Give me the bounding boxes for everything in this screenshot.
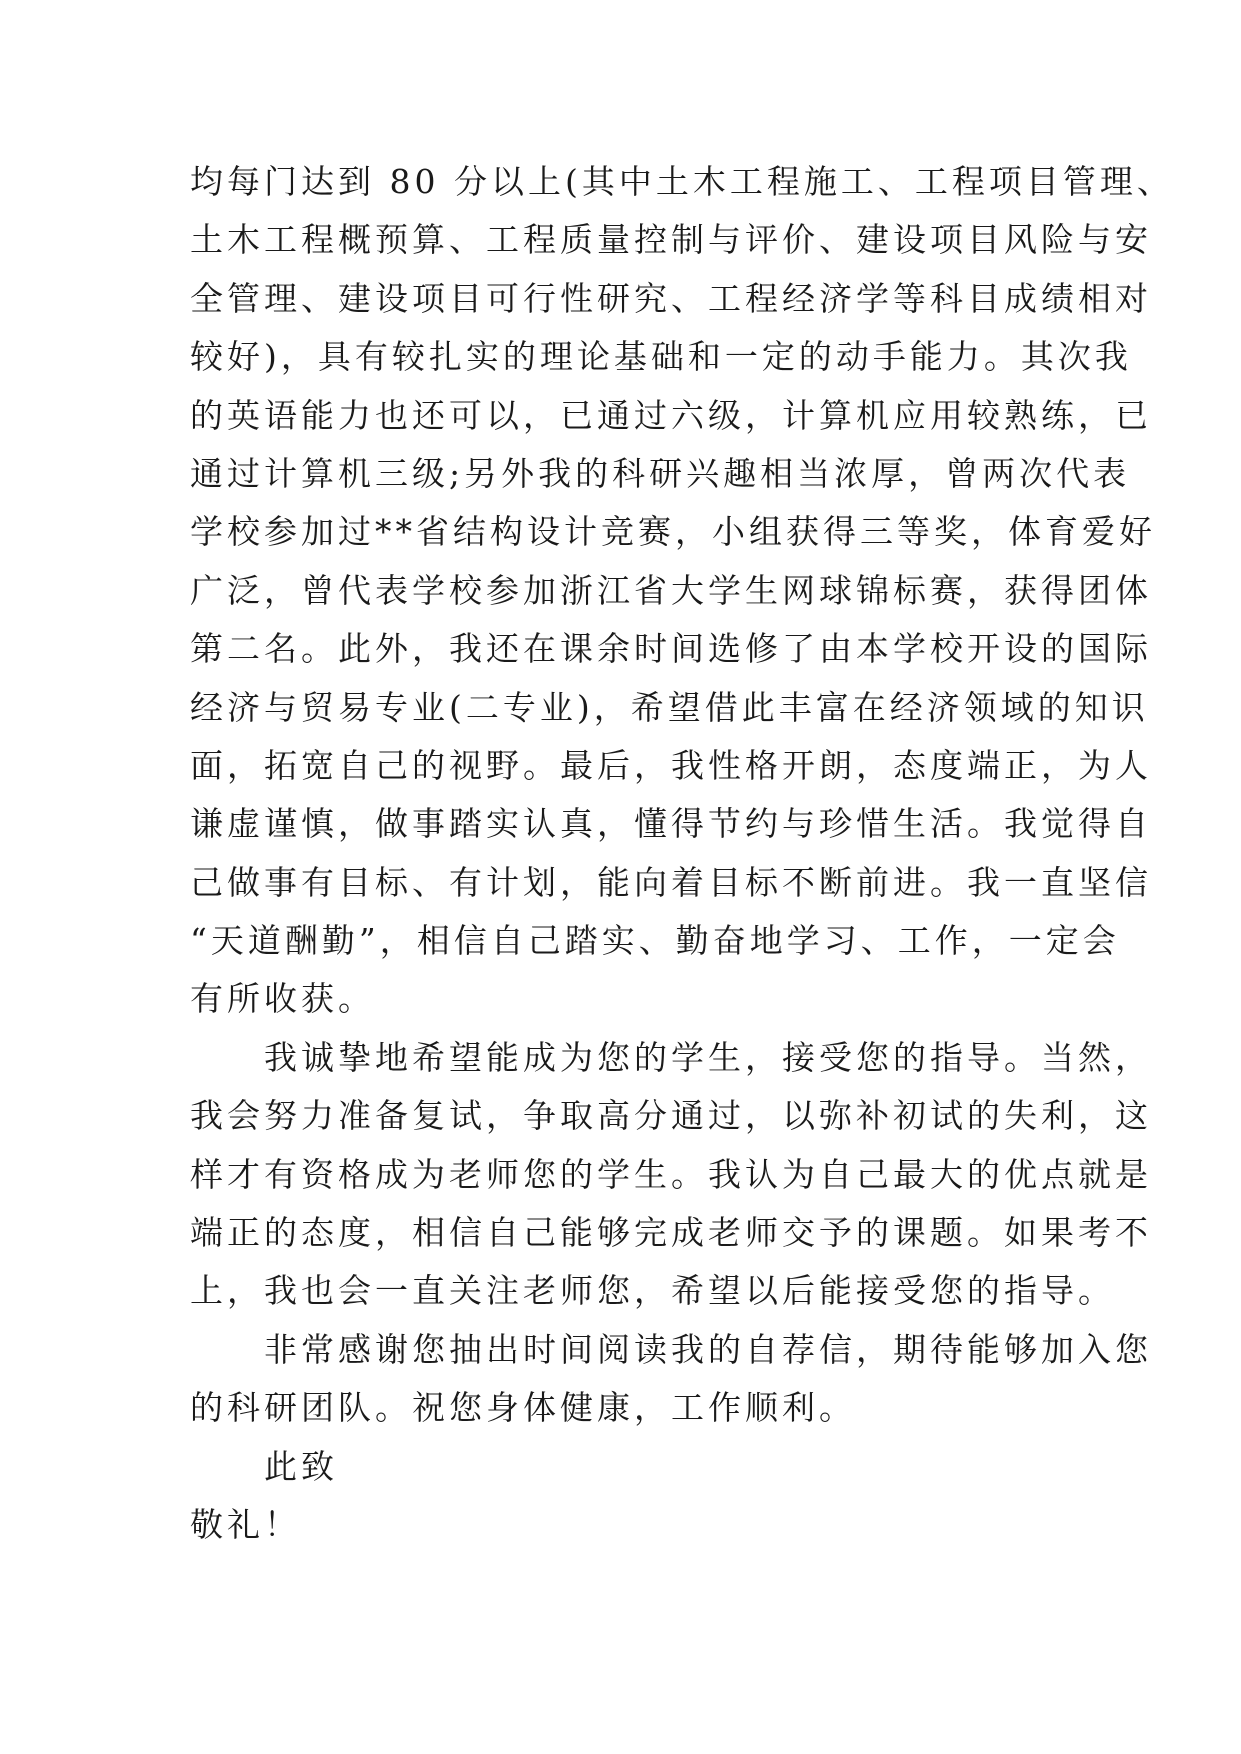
- text-line: 土木工程概预算、工程质量控制与评价、建设项目风险与安: [190, 220, 1152, 260]
- text-line: 第二名。此外，我还在课余时间选修了由本学校开设的国际: [190, 629, 1152, 669]
- text-line: 经济与贸易专业(二专业)，希望借此丰富在经济领域的知识: [190, 687, 1149, 727]
- text-line: “天道酬勤”，相信自己踏实、勤奋地学习、工作，一定会: [190, 921, 1120, 961]
- text-line: 较好)，具有较扎实的理论基础和一定的动手能力。其次我: [190, 337, 1132, 377]
- closing-line: 此致: [190, 1446, 338, 1486]
- text-line: 我会努力准备复试，争取高分通过，以弥补初试的失利，这: [190, 1096, 1152, 1136]
- text-line: 广泛，曾代表学校参加浙江省大学生网球锦标赛，获得团体: [190, 570, 1152, 610]
- text-line: 己做事有目标、有计划，能向着目标不断前进。我一直坚信: [190, 862, 1152, 902]
- text-line: 上，我也会一直关注老师您，希望以后能接受您的指导。: [190, 1271, 1115, 1311]
- text-line: 面，拓宽自己的视野。最后，我性格开朗，态度端正，为人: [190, 745, 1152, 785]
- text-line: 样才有资格成为老师您的学生。我认为自己最大的优点就是: [190, 1154, 1152, 1194]
- text-line: 的科研团队。祝您身体健康，工作顺利。: [190, 1388, 856, 1428]
- paragraph-start-line: 我诚挚地希望能成为您的学生，接受您的指导。当然，: [190, 1037, 1152, 1077]
- salutation-line: 敬礼！: [190, 1504, 301, 1544]
- text-line: 谦虚谨慎，做事踏实认真，懂得节约与珍惜生活。我觉得自: [190, 804, 1152, 844]
- text-line: 均每门达到 80 分以上(其中土木工程施工、工程项目管理、: [190, 162, 1174, 201]
- text-line: 有所收获。: [190, 979, 375, 1019]
- text-line: 的英语能力也还可以，已通过六级，计算机应用较熟练，已: [190, 395, 1152, 435]
- text-line: 端正的态度，相信自己能够完成老师交予的课题。如果考不: [190, 1213, 1152, 1253]
- paragraph-start-line: 非常感谢您抽出时间阅读我的自荐信，期待能够加入您: [190, 1329, 1152, 1369]
- letter-body: [190, 153, 1174, 1554]
- text-line: 通过计算机三级;另外我的科研兴趣相当浓厚，曾两次代表: [190, 453, 1131, 493]
- text-line: 学校参加过**省结构设计竞赛，小组获得三等奖，体育爱好: [190, 512, 1156, 552]
- text-line: 全管理、建设项目可行性研究、工程经济学等科目成绩相对: [190, 278, 1152, 318]
